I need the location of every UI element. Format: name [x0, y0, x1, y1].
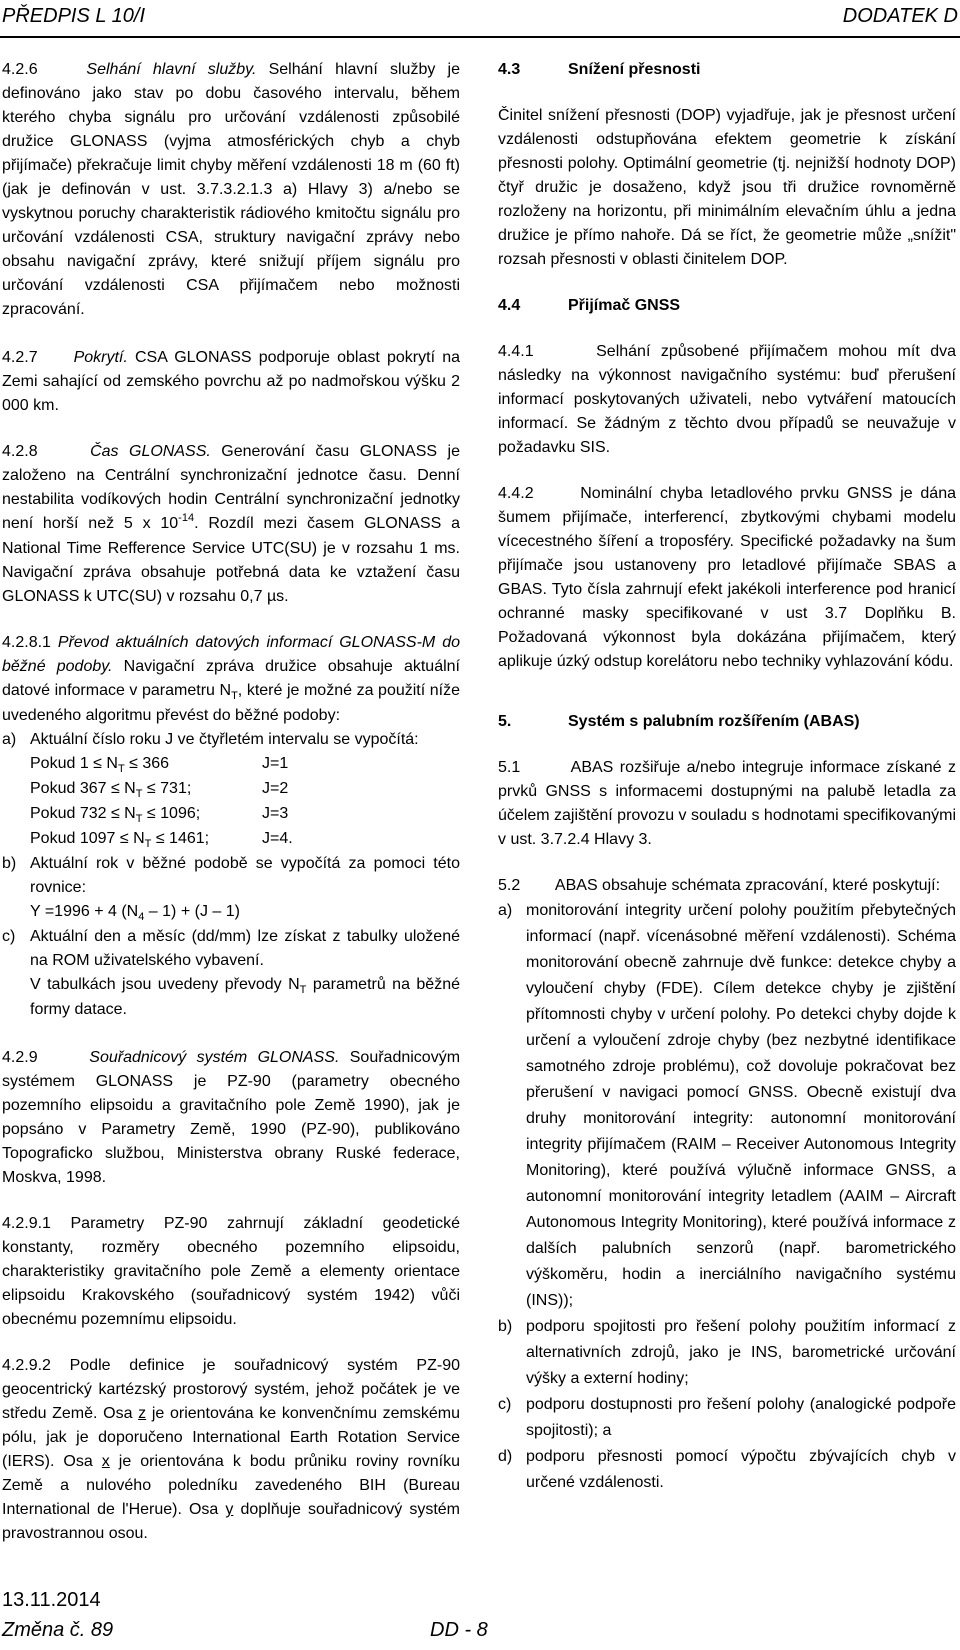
paragraph-4-2-9: 4.2.9 Souřadnicový systém GLONASS. Souřadnicovým systémem GLONASS je PZ-90 (parametry obecného pozemního elipsoidu a gravitačního pole Země 1990), jak je popsáno v Parametry Země, 1990 (PZ-90), publikováno Topograficko službou, Ministerstva obrany Ruské federace, Moskva, 1998.	[2, 1049, 461, 1186]
header-document-title: PŘEDPIS L 10/I	[2, 5, 146, 27]
header-annex-label: DODATEK D	[842, 5, 958, 27]
year-interval-table	[2, 752, 460, 852]
paragraph-4-2-6: 4.2.6 Selhání hlavní služby. Selhání hlavní služby je definováno jako stav po dobu časového intervalu, během kterého chyba signálu pro určování vzdálenosti způsobilé družice GLONASS (vyjma atmosférických chyb a chyb přijímače) překračuje limit chyby měření vzdálenosti 18 m (60 ft) (jak je definován v ust. 3.7.3.2.1.3 a) Hlavy 3) a/nebo se vyskytnou poruchy charakteristik rádiového kmitočtu signálu pro určování vzdálenosti CSA, struktury navigační zprávy nebo obsahu navigační zprávy, které snižují příjem signálu pro určování vzdálenosti CSA přijímačem nebo možnosti zpracování.	[2, 61, 460, 318]
list-item-a: a) Aktuální číslo roku J ve čtyřletém intervalu se vypočítá:	[2, 731, 419, 748]
paragraph-4-2-8-1: 4.2.8.1 Převod aktuálních datových informací GLONASS-M do běžné podoby. Navigační zpráva družice obsahuje aktuální datové informace v parametru $N_T$, které je možné za použití níže uvedeného algoritmu převést do běžné podoby:	[2, 634, 461, 724]
section-heading-4-3: 4.3 Snížení přesnosti	[498, 61, 701, 78]
list-item-a: a) monitorování integrity určení polohy použitím přebytečných informací (např. vícenásobné měření vzdálenosti). Schéma monitorování obecně zahrnuje dvě funkce: detekce chyby a vyloučení chyby (FDE). Cílem detekce chyby je zjištění přítomnosti chyby v určení polohy. Po detekci chyby dojde k určení a vyloučení zdroje chyby (bez nezbytné identifikace samotného zdroje problému), což dovoluje pokračovat bez přerušení v navigaci pomocí GNSS. Obecně existují dva druhy monitorování integrity: autonomní monitorování integrity přijímačem (RAIM – Receiver Autonomous Integrity Monitoring), které používá výlučně informace GNSS, a autonomní monitorování integrity letadlem (AAIM – Aircraft Autonomous Integrity Monitoring), které používá informace z dalších palubních senzorů (např. barometrického výškoměru, hodin a inerciálního navigačního systému (INS));	[498, 902, 956, 1309]
list-item-b: b) podporu spojitosti pro řešení polohy použitím informací z alternativních zdrojů, jako je INS, barometrické určování výšky a externí hodiny;	[498, 1318, 956, 1387]
list-item-b: b) Aktuální rok v běžné podobě se vypočítá za pomoci této rovnice: Y =1996 + 4 $(N_4 - 1) + (J - 1)$	[2, 855, 460, 923]
paragraph-5-1: 5.1 ABAS rozšiřuje a/nebo integruje informace získané z prvků GNSS s informacemi dostupnými na palubě letadla za účelem zajištění provozu v souladu s hodnotami specifikovanými v ust. 3.7.2.4 Hlavy 3.	[498, 759, 957, 848]
list-item-c: c) podporu dostupnosti pro řešení polohy (analogické podpoře spojitosti); a	[498, 1396, 956, 1439]
footer-date: 13.11.2014	[2, 1589, 101, 1611]
paragraph-4-4-1: 4.4.1 Selhání způsobené přijímačem mohou mít dva následky na výkonnost navigačního systému: buď přerušení informací poskytovaných uživateli, nebo vytváření matoucích informací. Se žádným z těchto dvou případů se neuvažuje v požadavku SIS.	[498, 343, 956, 456]
paragraph-title: Převod aktuálních datových informací GLONASS-M do běžné podoby.	[2, 634, 460, 675]
section-heading-4-4: 4.4 Přijímač GNSS	[498, 297, 681, 314]
paragraph-5-2: 5.2 ABAS obsahuje schémata zpracování, které poskytují:	[498, 877, 941, 894]
right-column	[498, 58, 956, 1496]
paragraph-title: Čas GLONASS.	[90, 443, 211, 460]
left-column	[2, 58, 460, 1546]
footer-page-number: DD - 8	[430, 1619, 488, 1641]
table-row: Pokud $1 \le N_T \le 366$ J=1	[30, 755, 289, 775]
table-row: Pokud $732 \le N_T \le 1096$; J=3	[30, 805, 289, 825]
table-row: Pokud $1097 \le N_T \le 1461$; J=4.	[30, 830, 293, 850]
page-footer	[2, 1585, 532, 1645]
list-item-d: d) podporu přesnosti pomocí výpočtu zbývajících chyb v určené vzdálenosti.	[498, 1448, 956, 1491]
paragraph-4-2-8: 4.2.8 Čas GLONASS. Generování času GLONASS je založeno na Centrální synchronizační jednotce času. Denní nestabilita vodíkových hodin Centrální synchronizační jednotky není horší než 5 x $10^{-14}$. Rozdíl mezi časem GLONASS a National Time Refference Service UTC(SU) je v rozsahu 1 ms. Navigační zpráva obsahuje potřebná data ke vztažení času GLONASS k UTC(SU) v rozsahu 0,7 µs.	[2, 443, 461, 605]
list-item-c: c) Aktuální den a měsíc (dd/mm) lze získat z tabulky uložené na ROM uživatelského vybavení. V tabulkách jsou uvedeny převody $N_T$ parametrů na běžné formy datace.	[2, 928, 460, 1018]
paragraph-title: Selhání hlavní služby.	[86, 61, 257, 78]
abas-list	[498, 898, 956, 1496]
paragraph-4-3: Činitel snížení přesnosti (DOP) vyjadřuje, jak je přesnost určení vzdálenosti odstupňována efektem geometrie k získání přesnosti polohy. Optimální geometrie (tj. nejnižší hodnoty DOP) čtyř družic je dosaženo, když jsou tři družice rovnoměrně rozloženy na horizontu, při minimálním elevačním úhlu a jedna družice je přímo nahoře. Dá se říct, že geometrie může „snížit" rozsah přesnosti v oblasti činitelem DOP.	[498, 107, 956, 268]
paragraph-title: Souřadnicový systém GLONASS.	[89, 1049, 340, 1066]
table-row: Pokud $367 \le N_T \le 731$; J=2	[30, 780, 289, 800]
paragraph-4-2-7: 4.2.7 Pokrytí. CSA GLONASS podporuje oblast pokrytí na Zemi sahající od zemského povrchu až po nadmořskou výšku 2 000 km.	[2, 349, 460, 414]
page-header	[0, 0, 960, 38]
footer-amendment: Změna č. 89	[2, 1619, 114, 1641]
paragraph-4-4-2: 4.4.2 Nominální chyba letadlového prvku GNSS je dána šumem přijímače, interferencí, zbytkovými chybami modelu vícecestného šíření a troposféry. Specifické požadavky na šum přijímače jsou ustanoveny pro letadlové přijímače SBAS a GBAS. Tyto čísla zahrnují efekt jakékoli interference pod hranicí ochranné masky specifikované v ust 3.7 Doplňku B. Požadovaná výkonnost byla dokázána přijímačem, který aplikuje úzký odstup korelátoru nebo techniky vyhlazování kódu.	[498, 485, 956, 670]
section-heading-5: 5. Systém s palubním rozšířením (ABAS)	[498, 713, 860, 730]
paragraph-title: Pokrytí.	[73, 349, 128, 366]
paragraph-4-2-9-1: 4.2.9.1 Parametry PZ-90 zahrnují základní geodetické konstanty, rozměry obecného pozemního elipsoidu, charakteristiky gravitačního pole Země a elementy orientace elipsoidu Krakovského (souřadnicový systém 1942) vůči obecnému pozemnímu elipsoidu.	[2, 1215, 460, 1328]
conversion-list	[2, 728, 460, 1022]
paragraph-4-2-9-2: 4.2.9.2 Podle definice je souřadnicový systém PZ-90 geocentrický kartézský prostorový systém, jehož počátek je ve středu Země. Osa z je orientována ke konvenčnímu zemskému pólu, jak je doporučeno International Earth Rotation Service (IERS). Osa x je orientována k bodu průniku roviny rovníku Země a nulového poledníku zavedeného BIH (Bureau International de l'Herue). Osa y doplňuje souřadnicový systém pravostrannou osou.	[2, 1357, 461, 1542]
year-equation: Y =1996 + 4 $(N_4 - 1) + (J - 1)$	[30, 903, 240, 923]
